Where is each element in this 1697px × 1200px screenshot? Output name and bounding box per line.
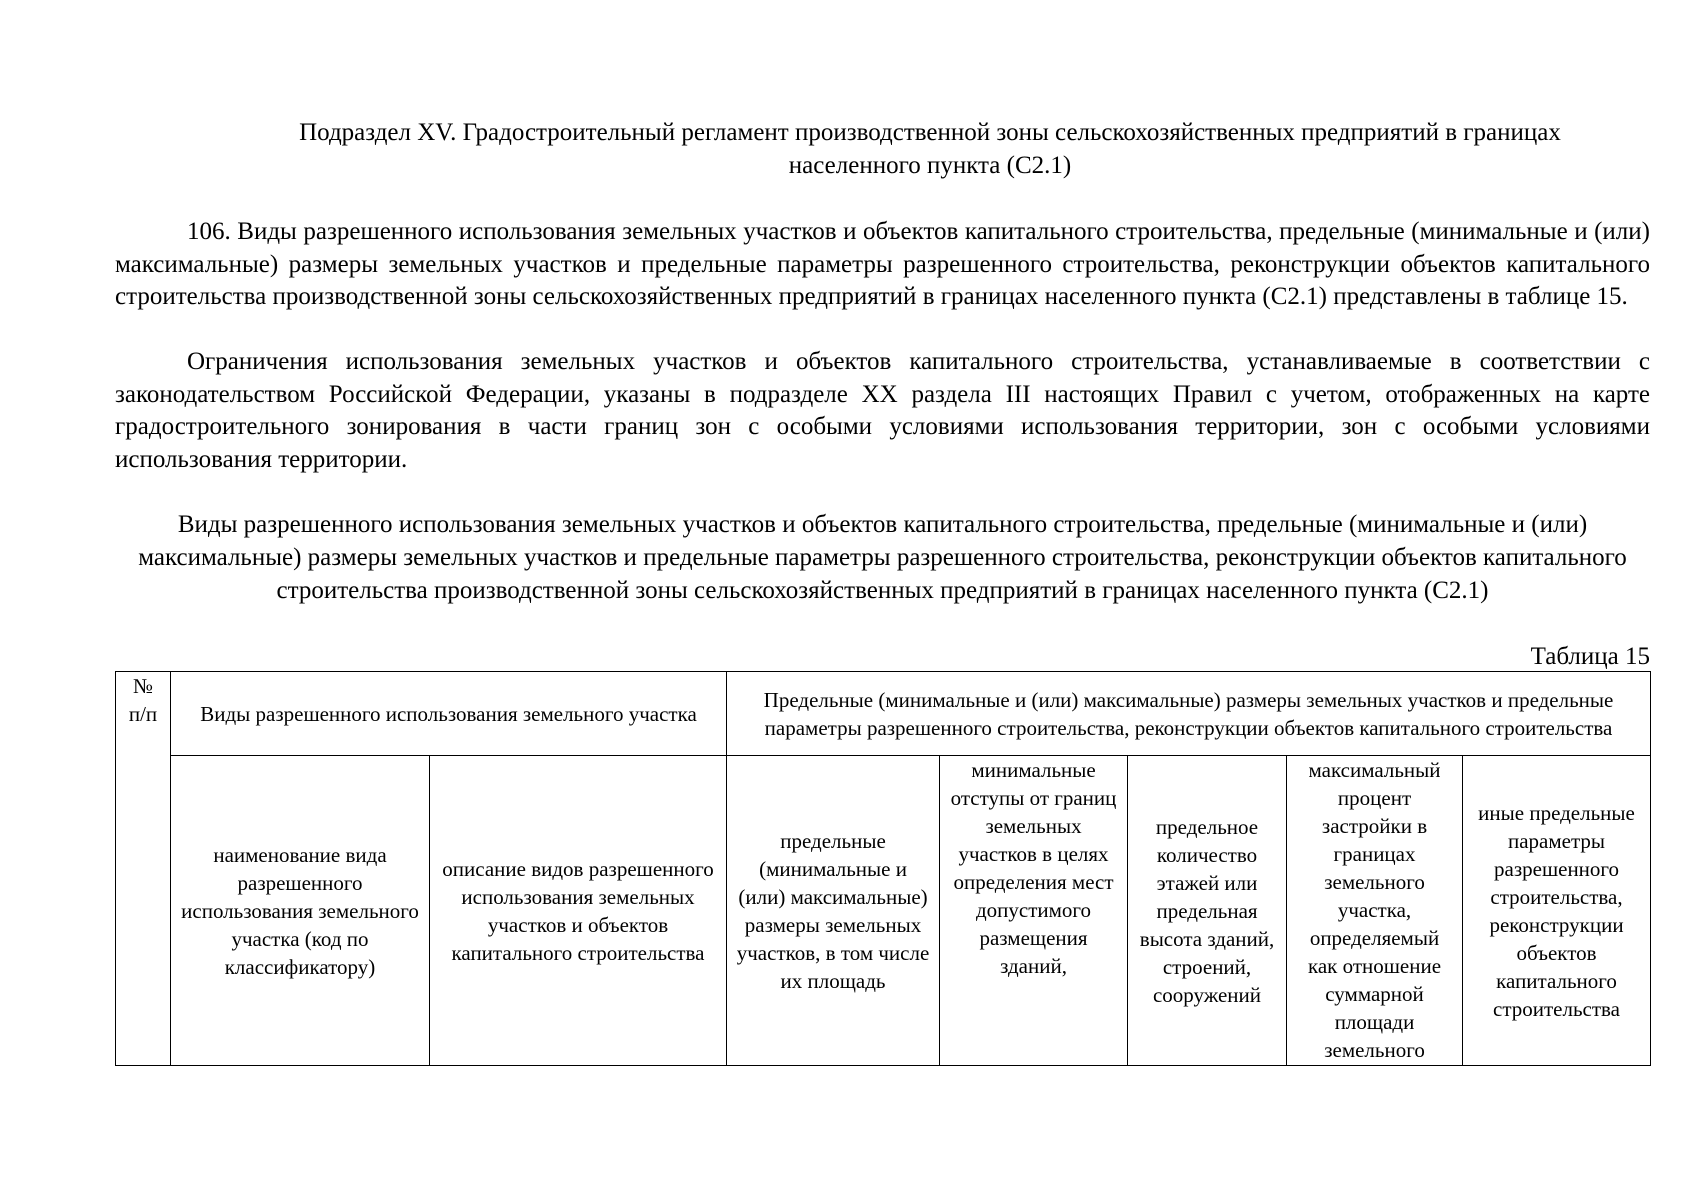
sub-header-setbacks-text: минимальные отступы от границ земельных участков в целях определения мест допустимого размещения зданий, [950, 758, 1117, 978]
paragraph-106: 106. Виды разрешенного использования земельных участков и объектов капитального строительства, предельные (минимальные и (или) максимальные) размеры земельных участков и предельные параметры разрешенного строительства, реконструкции объектов капитального строительства производственной зоны сельскохозяйственных предприятий в границах населенного пункта (С2.1) представлены в таблице 15. [115, 218, 1650, 310]
col-number-header: № п/п [116, 672, 171, 1066]
sub-header-setbacks [940, 756, 1128, 1066]
sub-header-name: наименование вида разрешенного использования земельного участка (код по классификатору) [171, 756, 430, 1066]
section-heading [190, 116, 1670, 182]
table-caption: Виды разрешенного использования земельных участков и объектов капитального строительства, предельные (минимальные и (или) максимальные) размеры земельных участков и предельные параметры разрешенного строительства, реконструкции объектов капитального строительства производственной зоны сельскохозяйственных предприятий в границах населенного пункта (С2.1) [138, 511, 1627, 604]
section-heading-line2: населенного пункта (С2.1) [788, 152, 1072, 179]
sub-header-coverage [1287, 756, 1463, 1066]
sub-header-floors: предельное количество этажей или предельная высота зданий, строений, сооружений [1128, 756, 1287, 1066]
group-header-use-types: Виды разрешенного использования земельного участка [171, 672, 727, 756]
sub-header-description: описание видов разрешенного использования земельных участков и объектов капитального строительства [430, 756, 727, 1066]
group-header-parameters: Предельные (минимальные и (или) максимальные) размеры земельных участков и предельные параметры разрешенного строительства, реконструкции объектов капитального строительства [727, 672, 1651, 756]
regulation-table [115, 671, 1651, 1066]
table-label: Таблица 15 [1530, 643, 1650, 670]
sub-header-other: иные предельные параметры разрешенного строительства, реконструкции объектов капитального строительства [1463, 756, 1651, 1066]
section-heading-line1: Подраздел XV. Градостроительный регламент производственной зоны сельскохозяйственных предприятий в границах [299, 119, 1561, 146]
paragraph-restrictions: Ограничения использования земельных участков и объектов капитального строительства, устанавливаемые в соответствии с законодательством Российской Федерации, указаны в подразделе XX раздела III настоящих Правил с учетом, отображенных на карте градостроительного зонирования в части границ зон с особыми условиями использования территории, зон с особыми условиями использования территории. [115, 348, 1650, 473]
sub-header-coverage-text: максимальный процент застройки в границах земельного участка, определяемый как отношение суммарной площади земельного [1307, 758, 1442, 1062]
sub-header-sizes: предельные (минимальные и (или) максимальные) размеры земельных участков, в том числе их площадь [727, 756, 940, 1066]
